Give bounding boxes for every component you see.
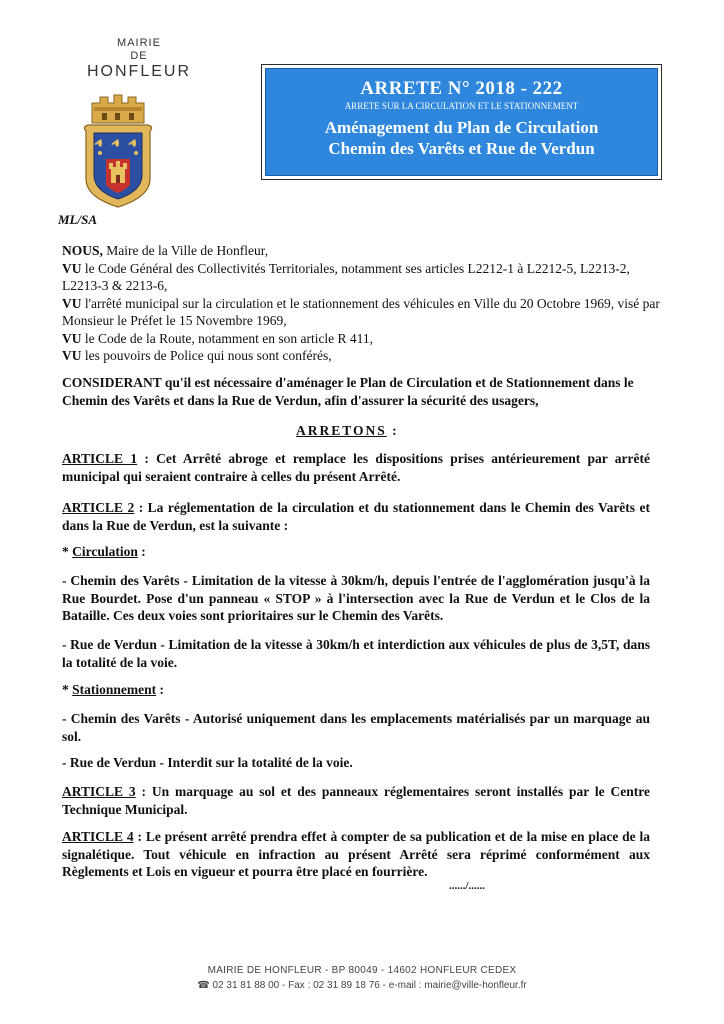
author-initials: ML/SA — [58, 212, 98, 227]
stationnement-star: * — [62, 682, 73, 697]
article-3-text: : Un marquage au sol et des panneaux réglementaires seront installés par le Centre Technique Municipal. — [62, 784, 650, 817]
visa-lead: VU — [62, 330, 82, 346]
title-box — [261, 64, 662, 180]
article-3 — [62, 783, 650, 818]
telephone-icon: ☎ — [197, 980, 213, 991]
visa-lead: VU — [62, 295, 82, 311]
visa-text: les pouvoirs de Police qui nous sont conférés, — [81, 348, 332, 363]
visa-nous — [62, 242, 662, 260]
arretons-colon: : — [386, 423, 399, 438]
visa-lead: VU — [62, 348, 82, 363]
arretons-heading — [296, 423, 399, 439]
article-1-text: : Cet Arrêté abroge et remplace les dispositions prises antérieurement par arrêté municipal qui seraient contraire à celles du présent Arrêté. — [62, 451, 650, 484]
article-2-label: ARTICLE 2 — [62, 500, 135, 515]
arrete-title-line-1: Aménagement du Plan de Circulation — [324, 118, 599, 137]
article-2 — [62, 499, 650, 534]
letterhead-line-2: DE — [130, 50, 148, 62]
visa-code-route — [62, 330, 662, 348]
coat-of-arms-icon — [80, 93, 156, 211]
considerant-paragraph: CONSIDERANT qu'il est nécessaire d'aménager le Plan de Circulation et de Stationnement dans le Chemin des Varêts et dans la Rue de Verdun, afin d'assurer la sécurité des usagers, — [62, 375, 634, 408]
article-3-label: ARTICLE 3 — [62, 784, 136, 799]
arretons-label: ARRETONS — [296, 423, 387, 438]
article-4 — [62, 828, 650, 881]
footer-contact-text: 02 31 81 88 00 - Fax : 02 31 89 18 76 - e-mail : mairie@ville-honfleur.fr — [212, 980, 527, 991]
arrete-subtitle: ARRETE SUR LA CIRCULATION ET LE STATIONNEMENT — [344, 101, 579, 111]
stationnement-item-verdun: - Rue de Verdun - Interdit sur la totalité de la voie. — [62, 755, 353, 770]
stationnement-colon: : — [156, 682, 164, 697]
article-1-label: ARTICLE 1 — [62, 451, 138, 466]
circulation-heading — [62, 543, 650, 561]
article-4-label: ARTICLE 4 — [62, 829, 134, 844]
visa-cgct — [62, 260, 662, 295]
title-box-inner — [265, 68, 658, 176]
circulation-star: * — [62, 544, 73, 559]
visa-text: le Code Général des Collectivités Territoriales, notamment ses articles L2212-1 à L2212-5, L2213-2, L2213-3 & 2213-6, — [62, 260, 630, 293]
arrete-number: ARRETE N° 2018 - 222 — [360, 78, 563, 99]
visa-text: l'arrêté municipal sur la circulation et le stationnement des véhicules en Ville du 20 Octobre 1969, visé par Monsieur le Préfet le 15 Novembre 1969, — [62, 295, 660, 328]
letterhead-line-3: HONFLEUR — [86, 63, 191, 80]
circulation-item-verdun: - Rue de Verdun - Limitation de la vitesse à 30km/h et interdiction aux véhicules de plus de 3,5T, dans la totalité de la voie. — [62, 637, 650, 670]
circulation-item-varets: - Chemin des Varêts - Limitation de la vitesse à 30km/h, depuis l'entrée de l'agglomération jusqu'à la Rue Bourdet. Pose d'un panneau « STOP » à l'intersection avec la Rue de Verdun et le Clos de la Bataille. Ces deux voies sont prioritaires sur le Chemin des Varêts. — [62, 573, 650, 623]
stationnement-item-varets: - Chemin des Varêts - Autorisé uniquement dans les emplacements matérialisés par un marquage au sol. — [62, 711, 650, 744]
letterhead — [86, 37, 192, 81]
continuation-mark: ....../...... — [449, 880, 486, 892]
article-4-text: : Le présent arrêté prendra effet à compter de sa publication et de la mise en place de la signalétique. Tout véhicule en infraction au présent Arrêté sera réprimé conformément aux Règlements et Lois en vigueur et pourra être placé en fourrière. — [62, 829, 651, 879]
visa-lead: NOUS, — [62, 243, 103, 258]
footer-address: MAIRIE DE HONFLEUR - BP 80049 - 14602 HONFLEUR CEDEX — [207, 965, 517, 976]
circulation-colon: : — [137, 544, 146, 559]
stationnement-heading — [62, 681, 650, 699]
stationnement-label: Stationnement — [72, 682, 157, 697]
footer-contact — [0, 980, 724, 991]
visa-text: le Code de la Route, notamment en son article R 411, — [81, 330, 374, 346]
letterhead-line-1: MAIRIE — [117, 37, 161, 49]
visa-pouvoirs — [62, 347, 662, 365]
article-2-text: : La réglementation de la circulation et du stationnement dans le Chemin des Varêts et dans la Rue de Verdun, est la suivante : — [62, 500, 650, 533]
arrete-title-line-2: Chemin des Varêts et Rue de Verdun — [328, 139, 595, 158]
article-1 — [62, 450, 650, 485]
visa-text: Maire de la Ville de Honfleur, — [102, 243, 269, 258]
visas-block — [62, 242, 662, 365]
visa-arrete-1969 — [62, 295, 662, 330]
circulation-label: Circulation — [72, 544, 138, 559]
visa-lead: VU — [62, 260, 82, 276]
